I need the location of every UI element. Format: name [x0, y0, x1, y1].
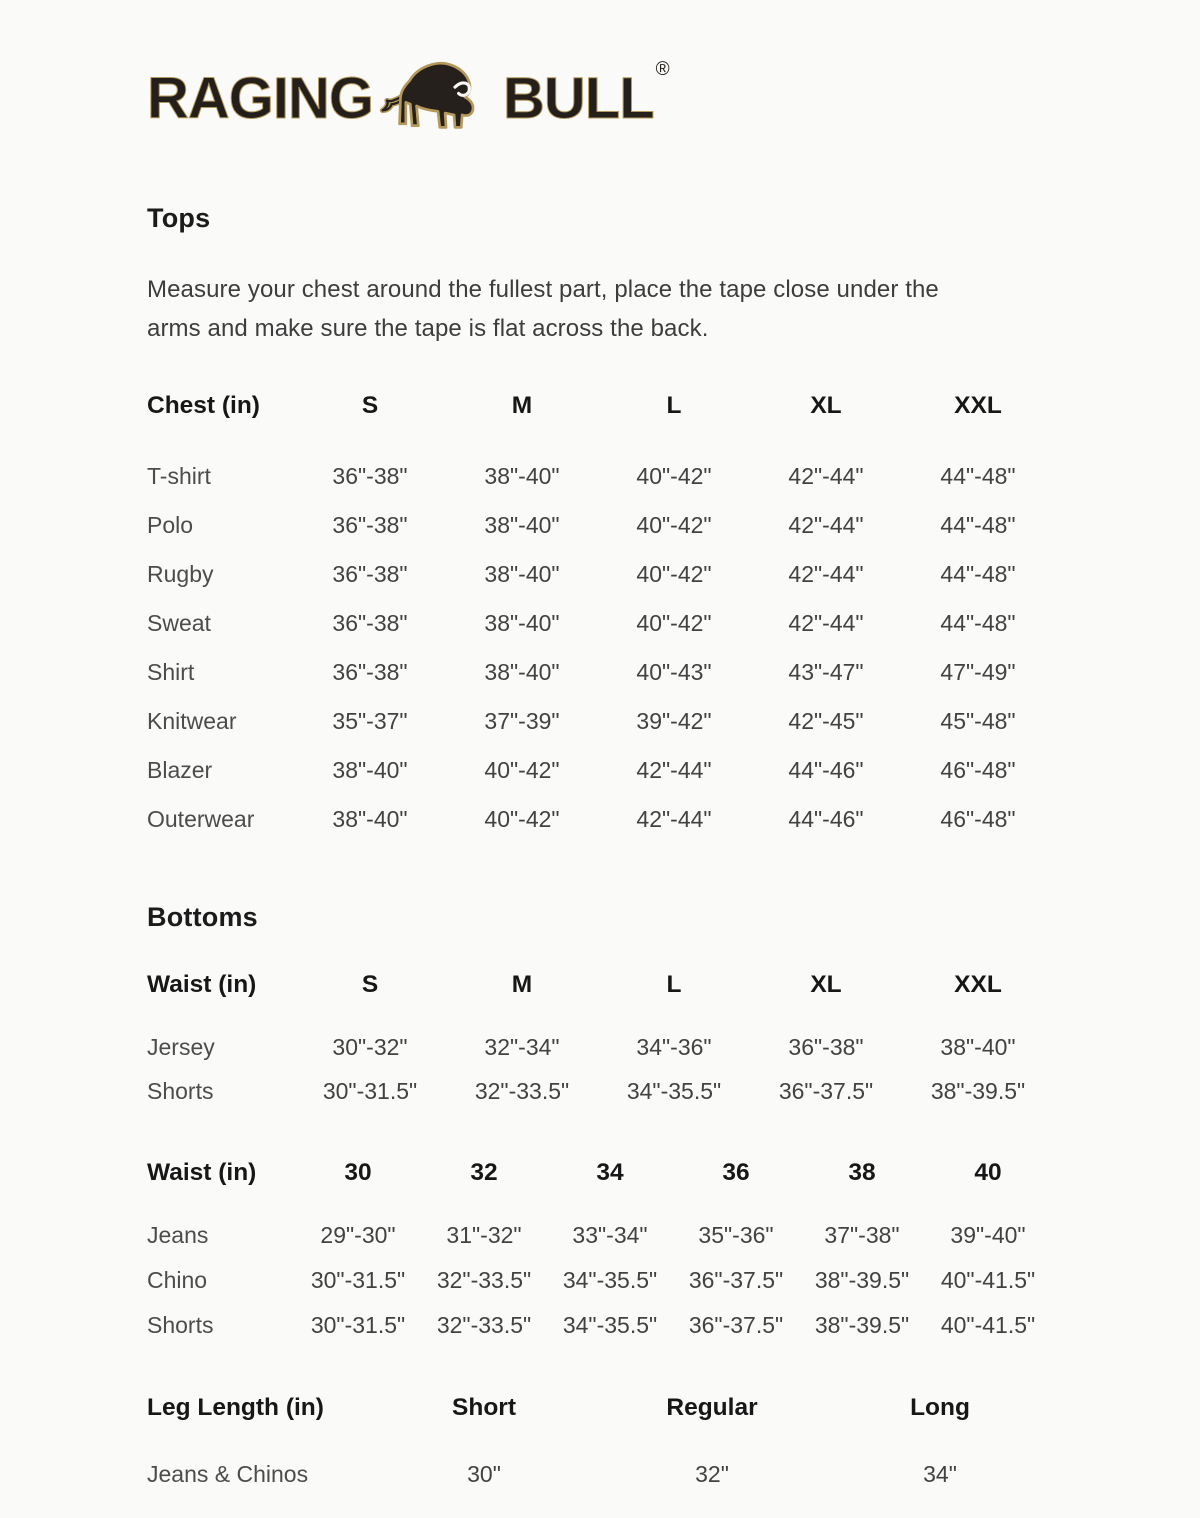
column-header: XXL — [954, 392, 1002, 419]
row-label: Shorts — [147, 1077, 214, 1104]
cell-value: 39"-42" — [636, 708, 712, 734]
cell-value: 39"-40" — [950, 1222, 1026, 1248]
column-header: 36 — [722, 1159, 750, 1186]
column-header: Short — [452, 1394, 516, 1421]
brand-logo — [147, 55, 1055, 143]
cell-value: 46"-48" — [940, 806, 1016, 832]
cell-value: 30"-31.5" — [310, 1312, 406, 1338]
column-header: L — [666, 971, 682, 998]
table-row — [147, 1025, 1055, 1069]
cell-value: 40"-41.5" — [940, 1267, 1036, 1293]
table-row — [147, 795, 1055, 844]
cell-value: 36"-37.5" — [688, 1312, 784, 1338]
cell-value: 32" — [695, 1460, 729, 1487]
cell-value: 40"-42" — [484, 806, 560, 832]
table-title-header: Leg Length (in) — [147, 1394, 324, 1421]
cell-value: 31"-32" — [446, 1222, 522, 1248]
column-header: S — [361, 971, 379, 998]
cell-value: 37"-38" — [824, 1222, 900, 1248]
column-header: 34 — [596, 1159, 624, 1186]
column-header: XL — [810, 392, 842, 419]
bottoms-section-title: Bottoms — [147, 902, 258, 932]
waist-number-table — [147, 1159, 1055, 1348]
table-row — [147, 1450, 1055, 1498]
column-header: XL — [810, 971, 842, 998]
cell-value: 43"-47" — [788, 659, 864, 685]
row-label: Shorts — [147, 1312, 214, 1338]
table-row — [147, 550, 1055, 599]
cell-value: 32"-33.5" — [436, 1312, 532, 1338]
cell-value: 36"-38" — [332, 659, 408, 685]
cell-value: 34" — [923, 1460, 957, 1487]
table-row — [147, 1069, 1055, 1113]
registered-trademark-symbol: ® — [655, 59, 670, 80]
column-header: 40 — [974, 1159, 1002, 1186]
column-header: Regular — [666, 1394, 758, 1421]
cell-value: 40"-42" — [636, 610, 712, 636]
cell-value: 32"-33.5" — [474, 1077, 570, 1104]
cell-value: 40"-42" — [636, 463, 712, 489]
cell-value: 38"-40" — [332, 757, 408, 783]
logo-word-raging: RAGING — [147, 66, 373, 131]
row-label: Sweat — [147, 610, 211, 636]
cell-value: 34"-36" — [636, 1033, 712, 1060]
column-header: M — [511, 392, 533, 419]
cell-value: 44"-48" — [940, 561, 1016, 587]
cell-value: 38"-39.5" — [814, 1267, 910, 1293]
table-header-row — [147, 971, 1055, 1025]
leg-length-table — [147, 1394, 1055, 1498]
column-header: 38 — [848, 1159, 876, 1186]
cell-value: 35"-37" — [332, 708, 408, 734]
cell-value: 36"-38" — [332, 463, 408, 489]
cell-value: 47"-49" — [940, 659, 1016, 685]
cell-value: 44"-48" — [940, 463, 1016, 489]
column-header: Long — [910, 1394, 970, 1421]
row-label: Blazer — [147, 757, 213, 783]
cell-value: 44"-48" — [940, 512, 1016, 538]
column-header: S — [361, 392, 379, 419]
tops-section-title: Tops — [147, 203, 211, 233]
cell-value: 42"-44" — [788, 610, 864, 636]
cell-value: 38"-40" — [484, 463, 560, 489]
cell-value: 42"-44" — [788, 463, 864, 489]
cell-value: 38"-40" — [484, 659, 560, 685]
cell-value: 34"-35.5" — [626, 1077, 722, 1104]
cell-value: 34"-35.5" — [562, 1267, 658, 1293]
cell-value: 42"-45" — [788, 708, 864, 734]
cell-value: 45"-48" — [940, 708, 1016, 734]
table-header-row — [147, 1159, 1055, 1213]
column-header: M — [511, 971, 533, 998]
cell-value: 33"-34" — [572, 1222, 648, 1248]
table-title-header: Waist (in) — [147, 1159, 257, 1186]
table-title-header: Waist (in) — [147, 971, 257, 998]
cell-value: 30" — [467, 1460, 501, 1487]
cell-value: 40"-42" — [636, 512, 712, 538]
column-header: XXL — [954, 971, 1002, 998]
chest-measure-instructions: Measure your chest around the fullest part, place the tape close under the arms and make sure the tape is flat across the back. — [147, 276, 939, 342]
row-label: Jersey — [147, 1033, 215, 1060]
cell-value: 36"-37.5" — [688, 1267, 784, 1293]
cell-value: 42"-44" — [788, 512, 864, 538]
cell-value: 44"-48" — [940, 610, 1016, 636]
table-row — [147, 501, 1055, 550]
bull-icon — [379, 54, 497, 145]
row-label: T-shirt — [147, 463, 211, 489]
table-title-header: Chest (in) — [147, 392, 260, 419]
chest-size-table — [147, 392, 1055, 844]
cell-value: 32"-33.5" — [436, 1267, 532, 1293]
cell-value: 29"-30" — [320, 1222, 396, 1248]
cell-value: 44"-46" — [788, 806, 864, 832]
cell-value: 37"-39" — [484, 708, 560, 734]
table-row — [147, 1258, 1055, 1303]
table-row — [147, 648, 1055, 697]
cell-value: 38"-40" — [332, 806, 408, 832]
cell-value: 38"-39.5" — [814, 1312, 910, 1338]
cell-value: 36"-38" — [332, 561, 408, 587]
cell-value: 38"-39.5" — [930, 1077, 1026, 1104]
cell-value: 40"-42" — [484, 757, 560, 783]
table-header-row — [147, 1394, 1055, 1450]
cell-value: 38"-40" — [484, 512, 560, 538]
row-label: Polo — [147, 512, 194, 538]
cell-value: 42"-44" — [636, 806, 712, 832]
cell-value: 38"-40" — [484, 610, 560, 636]
row-label: Rugby — [147, 561, 214, 587]
row-label: Shirt — [147, 659, 195, 685]
cell-value: 36"-38" — [332, 512, 408, 538]
row-label: Knitwear — [147, 708, 237, 734]
table-row — [147, 746, 1055, 795]
column-header: 30 — [344, 1159, 372, 1186]
cell-value: 44"-46" — [788, 757, 864, 783]
row-label: Jeans — [147, 1222, 209, 1248]
cell-value: 36"-37.5" — [778, 1077, 874, 1104]
cell-value: 36"-38" — [788, 1033, 864, 1060]
cell-value: 42"-44" — [636, 757, 712, 783]
table-row — [147, 697, 1055, 746]
table-row — [147, 452, 1055, 501]
row-label: Jeans & Chinos — [147, 1460, 309, 1487]
cell-value: 40"-41.5" — [940, 1312, 1036, 1338]
cell-value: 30"-31.5" — [322, 1077, 418, 1104]
column-header: 32 — [470, 1159, 498, 1186]
cell-value: 32"-34" — [484, 1033, 560, 1060]
cell-value: 40"-42" — [636, 561, 712, 587]
cell-value: 34"-35.5" — [562, 1312, 658, 1338]
row-label: Chino — [147, 1267, 208, 1293]
table-row — [147, 599, 1055, 648]
table-row — [147, 1303, 1055, 1348]
logo-word-bull: BULL — [503, 66, 654, 131]
table-header-row — [147, 392, 1055, 452]
column-header: L — [666, 392, 682, 419]
waist-size-table — [147, 971, 1055, 1113]
table-row — [147, 1213, 1055, 1258]
cell-value: 38"-40" — [940, 1033, 1016, 1060]
cell-value: 46"-48" — [940, 757, 1016, 783]
row-label: Outerwear — [147, 806, 255, 832]
cell-value: 30"-31.5" — [310, 1267, 406, 1293]
cell-value: 30"-32" — [332, 1033, 408, 1060]
cell-value: 38"-40" — [484, 561, 560, 587]
cell-value: 36"-38" — [332, 610, 408, 636]
cell-value: 42"-44" — [788, 561, 864, 587]
cell-value: 35"-36" — [698, 1222, 774, 1248]
cell-value: 40"-43" — [636, 659, 712, 685]
